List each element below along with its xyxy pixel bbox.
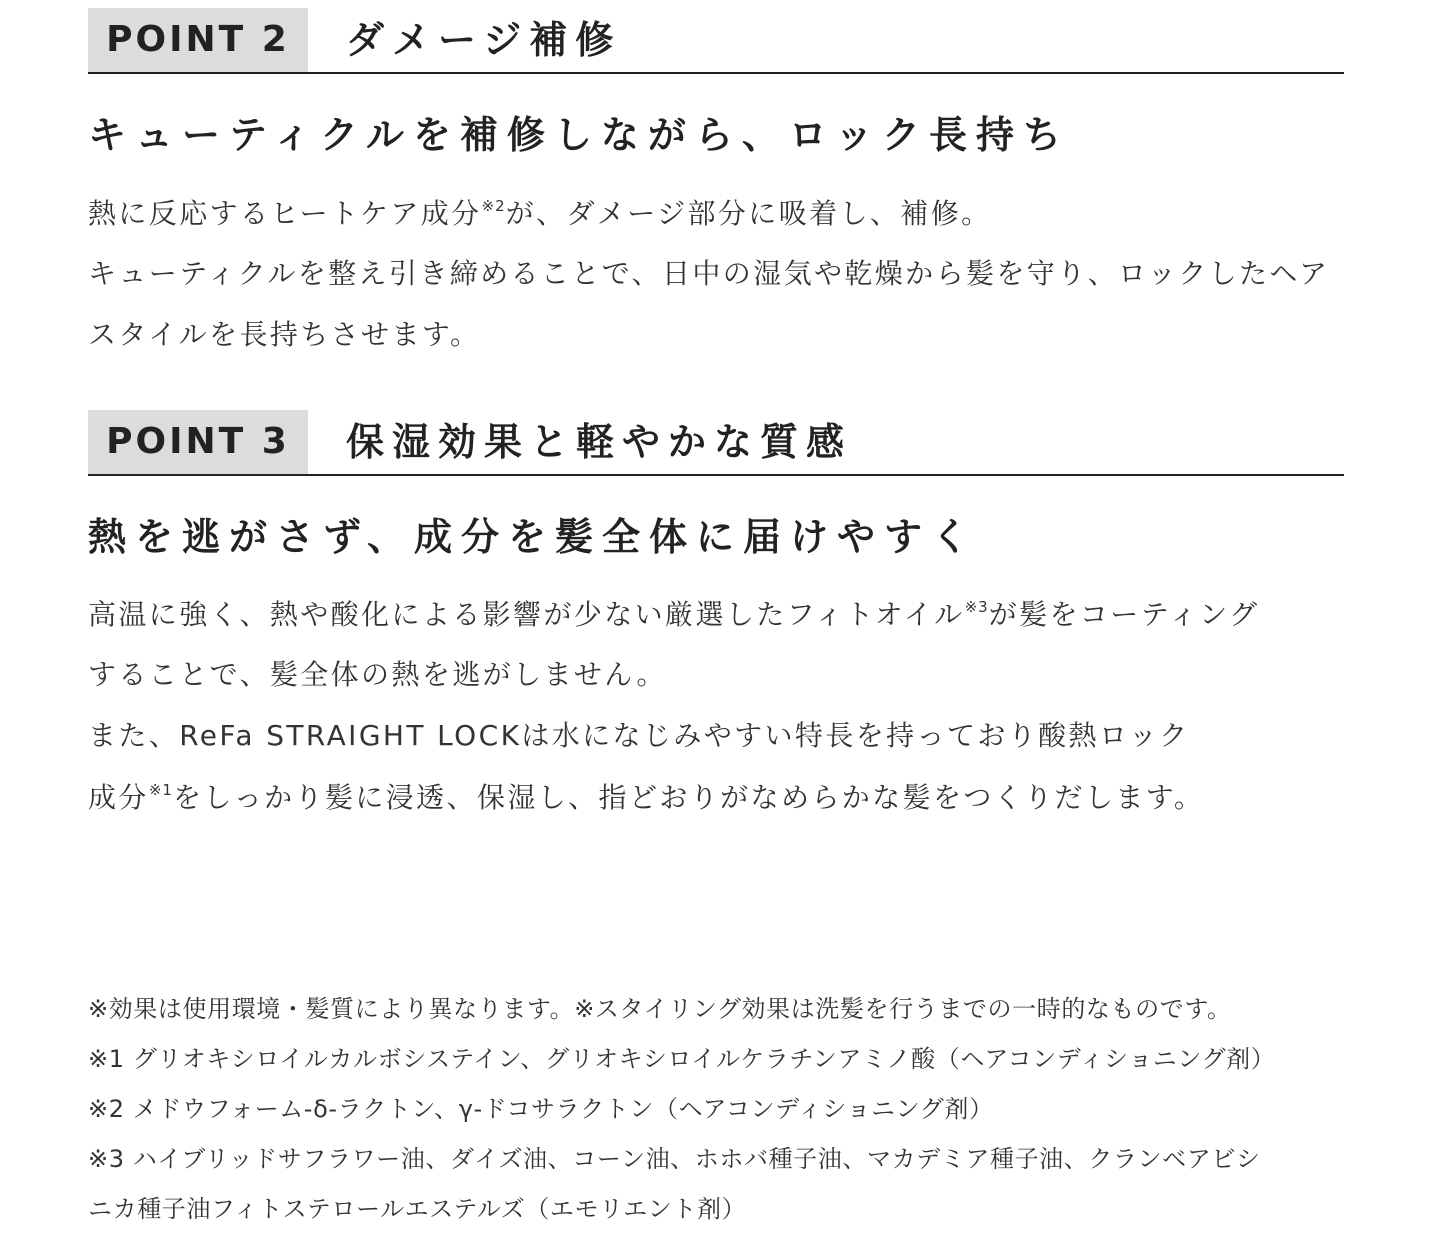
point3-body-line-1-text-a: 高温に強く、熱や酸化による影響が少ない厳選したフィトオイル [88,598,965,631]
footnote-mark-1: ※1 [148,781,173,799]
footnote-line-5: ニカ種子油フィトステロールエステルズ（エモリエント剤） [88,1195,747,1223]
point2-title: ダメージ補修 [346,18,622,62]
point3-body-line-4-text-b: をしっかり髪に浸透、保湿し、指どおりがなめらかな髪をつくりだします。 [172,781,1205,814]
point2-header [88,8,1344,74]
point3-body-line-2: することで、髪全体の熱を逃がしません。 [88,658,667,691]
footnote-mark-2: ※2 [481,197,506,215]
point3-body-line-3: また、ReFa STRAIGHT LOCKは水になじみやすい特長を持っており酸熱ロック [88,719,1190,752]
footnote-line-3: ※2 メドウフォーム-δ-ラクトン、γ-ドコサラクトン（ヘアコンディショニング剤） [88,1095,994,1123]
point3-header [88,410,1344,476]
point3-title: 保湿効果と軽やかな質感 [346,420,853,464]
point2-body-line-1 [88,199,992,228]
point2-subheading: キューティクルを補修しながら、ロック長持ち [88,113,1071,157]
point2-body-line-3: スタイルを長持ちさせます。 [88,318,481,351]
footnote-line-1: ※効果は使用環境・髪質により異なります。※スタイリング効果は洗髪を行うまでの一時的なものです。 [88,995,1232,1023]
point3-subheading: 熱を逃がさず、成分を髪全体に届けやすく [88,515,978,559]
footnote-line-2: ※1 グリオキシロイルカルボシステイン、グリオキシロイルケラチンアミノ酸（ヘアコンディショニング剤） [88,1045,1276,1073]
point2-body-line-1-text-a: 熱に反応するヒートケア成分 [88,197,482,230]
point2-body-line-2: キューティクルを整え引き締めることで、日中の湿気や乾燥から髪を守り、ロックしたヘア [88,257,1330,290]
point3-body-line-4 [88,783,1204,812]
point2-body-line-1-text-b: が、ダメージ部分に吸着し、補修。 [505,197,992,230]
point3-body-line-1 [88,600,1260,629]
footnote-mark-3: ※3 [964,598,989,616]
point3-body-line-4-text-a: 成分 [88,781,149,814]
point3-label: POINT 3 [88,410,308,474]
footnote-line-4: ※3 ハイブリッドサフラワー油、ダイズ油、コーン油、ホホバ種子油、マカデミア種子油、クランベアビシ [88,1145,1261,1173]
point2-label: POINT 2 [88,8,308,72]
point3-body-line-1-text-b: が髪をコーティング [988,598,1260,631]
